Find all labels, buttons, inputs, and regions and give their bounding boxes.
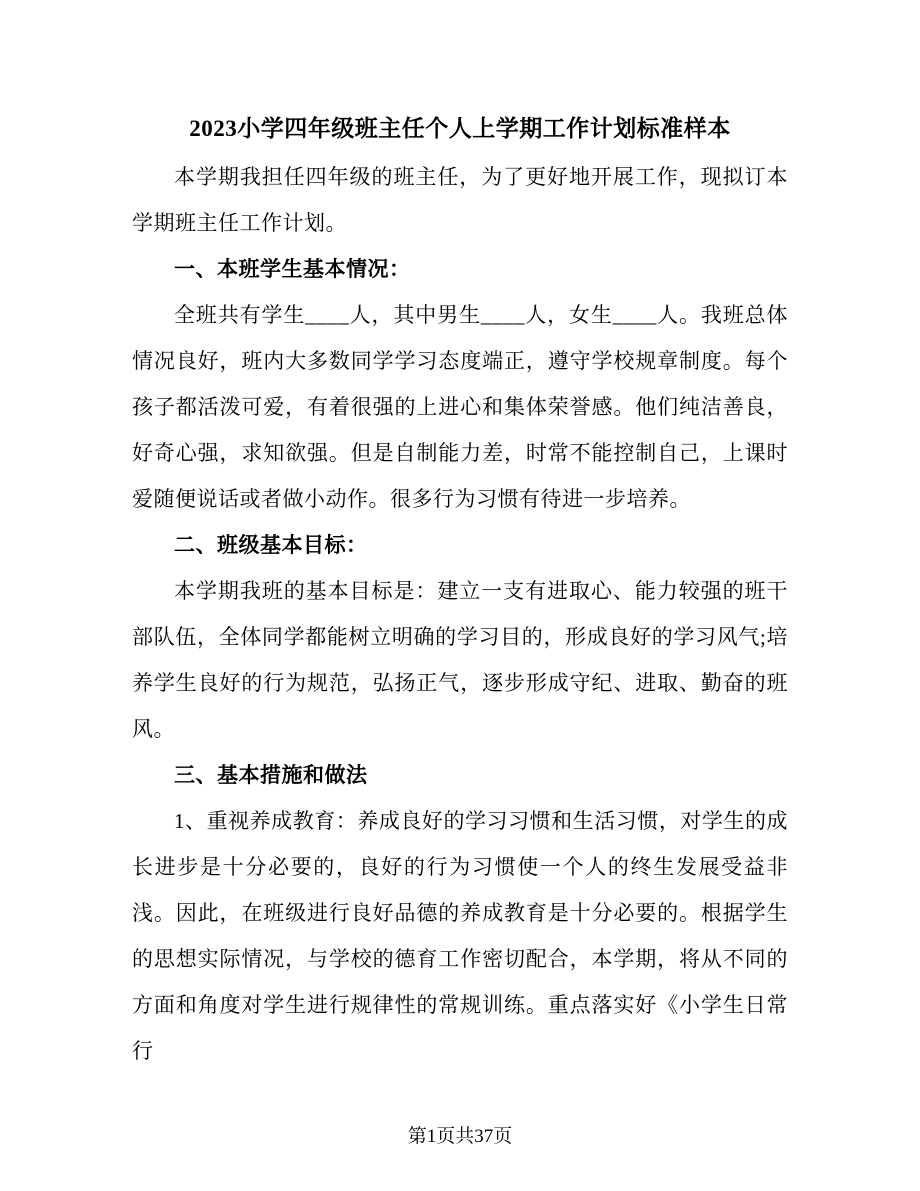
document-title: 2023小学四年级班主任个人上学期工作计划标准样本 bbox=[189, 116, 731, 141]
section-1-paragraph: 全班共有学生____人，其中男生____人，女生____人。我班总体情况良好，班内大多数同学学习态度端正，遵守学校规章制度。每个孩子都活泼可爱，有着很强的上进心和集体荣誉感。他们纯洁善良，好奇心强，求知欲强。但是自制能力差，时常不能控制自己，上课时爱随便说话或者做小动作。很多行为习惯有待进一步培养。 bbox=[132, 303, 788, 511]
section-heading-2: 二、班级基本目标： bbox=[174, 533, 368, 557]
page-number-footer: 第1页共37页 bbox=[407, 1126, 513, 1147]
section-heading-3: 三、基本措施和做法 bbox=[174, 763, 368, 787]
section-3-paragraph: 1、重视养成教育：养成良好的学习习惯和生活习惯，对学生的成长进步是十分必要的，良好的行为习惯使一个人的终生发展受益非浅。因此，在班级进行良好品德的养成教育是十分必要的。根据学生的思想实际情况，与学校的德育工作密切配合，本学期，将从不同的方面和角度对学生进行规律性的常规训练。重点落实好《小学生日常行 bbox=[132, 809, 788, 1063]
section-2-paragraph: 本学期我班的基本目标是：建立一支有进取心、能力较强的班干部队伍，全体同学都能树立明确的学习目的，形成良好的学习风气;培养学生良好的行为规范，弘扬正气，逐步形成守纪、进取、勤奋的班风。 bbox=[132, 579, 788, 741]
section-heading-1: 一、本班学生基本情况： bbox=[174, 257, 411, 281]
intro-paragraph: 本学期我担任四年级的班主任，为了更好地开展工作，现拟订本学期班主任工作计划。 bbox=[132, 165, 788, 235]
